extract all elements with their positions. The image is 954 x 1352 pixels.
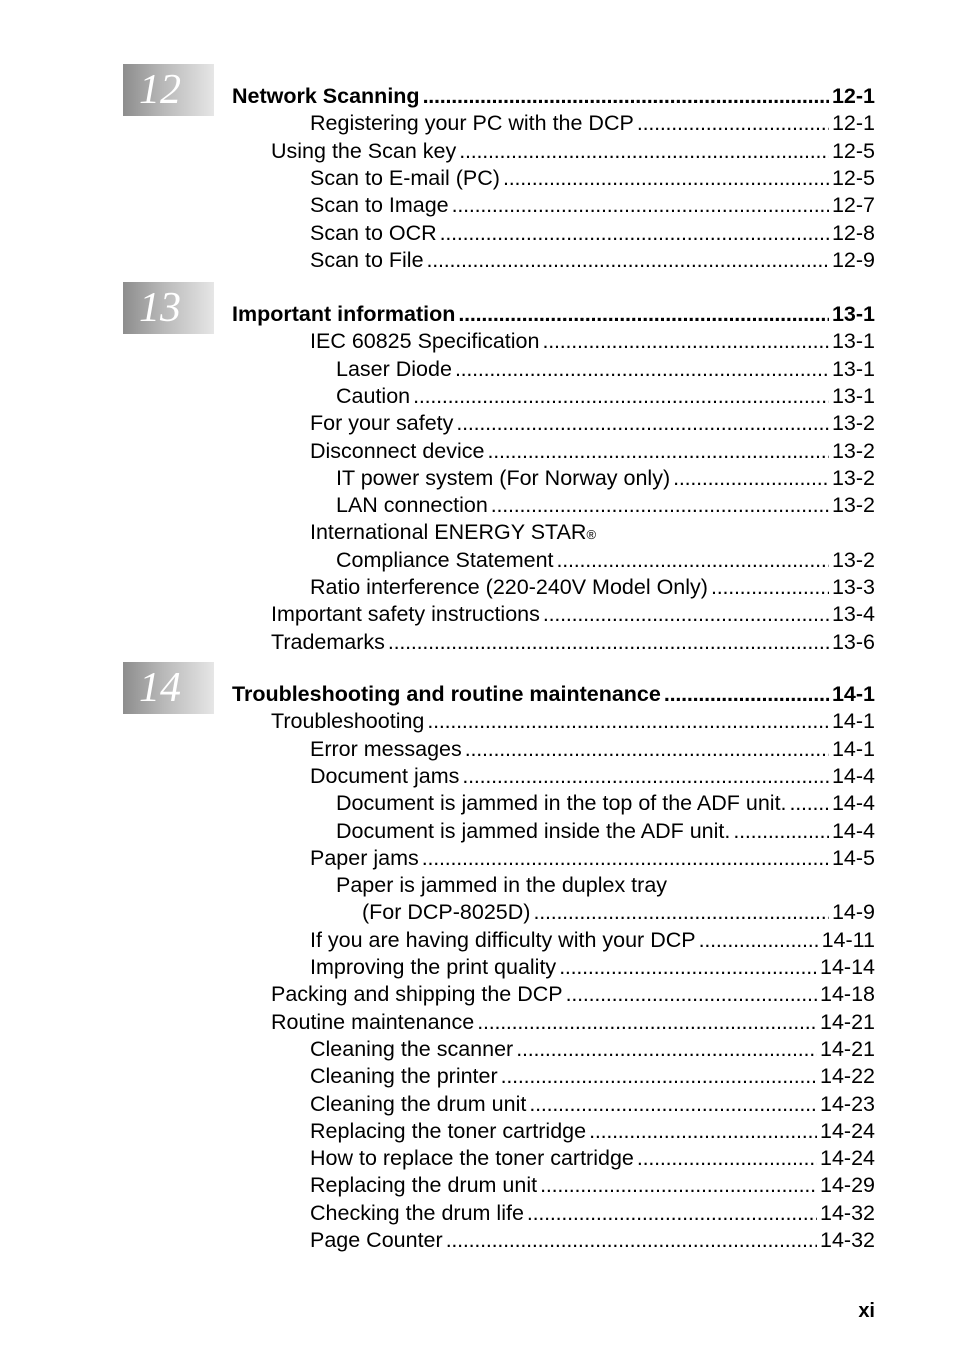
toc-entry-title: For your safety — [310, 411, 454, 435]
toc-entry-page: 13-1 — [831, 384, 875, 408]
toc-entry-page: 13-2 — [831, 548, 875, 572]
dot-leader — [427, 708, 829, 735]
toc-entry[interactable] — [310, 410, 875, 437]
toc-entry-title: Page Counter — [310, 1228, 443, 1252]
toc-entry-page: 12-1 — [831, 84, 875, 108]
toc-entry[interactable]: International ENERGY STAR ® — [310, 520, 597, 544]
toc-entry[interactable] — [310, 845, 875, 872]
toc-entry-title: Disconnect device — [310, 439, 485, 463]
toc-entry-title: Scan to E-mail (PC) — [310, 166, 500, 190]
toc-entry[interactable] — [310, 1091, 875, 1118]
toc-entry-page: 14-22 — [820, 1064, 875, 1088]
toc-entry-title: If you are having difficulty with your DCP — [310, 928, 696, 952]
toc-entry-title: Replacing the drum unit — [310, 1173, 538, 1197]
toc-entry-page: 14-5 — [831, 846, 875, 870]
dot-leader — [533, 899, 829, 926]
toc-entry-page: 14-4 — [831, 791, 875, 815]
dot-leader — [452, 192, 829, 219]
dot-leader — [637, 110, 829, 137]
toc-entry-title: Trademarks — [271, 630, 385, 654]
dot-leader — [422, 845, 829, 872]
toc-entry[interactable] — [336, 356, 875, 383]
toc-entry-title: Cleaning the printer — [310, 1064, 498, 1088]
dot-leader — [542, 328, 828, 355]
dot-leader — [388, 629, 829, 656]
toc-entry-page: 14-4 — [831, 819, 875, 843]
toc-entry-page: 12-8 — [831, 221, 875, 245]
toc-entry[interactable] — [310, 220, 875, 247]
dot-leader — [711, 574, 829, 601]
dot-leader — [413, 383, 829, 410]
toc-entry-title: Important information — [232, 302, 456, 326]
toc-entry-page: 13-2 — [831, 493, 875, 517]
toc-entry-page: 14-1 — [831, 737, 875, 761]
toc-entry-title: Troubleshooting and routine maintenance — [232, 682, 661, 706]
toc-entry-page: 14-14 — [820, 955, 875, 979]
toc-entry[interactable] — [310, 1118, 875, 1145]
toc-entry-page: 13-1 — [831, 302, 875, 326]
toc-entry-page: 13-1 — [831, 329, 875, 353]
toc-entry-title: Checking the drum life — [310, 1201, 524, 1225]
dot-leader — [557, 547, 829, 574]
toc-entry-title: Using the Scan key — [271, 139, 457, 163]
toc-entry-page: 12-1 — [831, 111, 875, 135]
toc-entry-page: 13-2 — [831, 411, 875, 435]
toc-entry-page: 12-9 — [831, 248, 875, 272]
toc-entry-title: Cleaning the scanner — [310, 1037, 514, 1061]
toc-entry[interactable] — [310, 247, 875, 274]
toc-entry[interactable] — [271, 1009, 875, 1036]
toc-entry-title: Laser Diode — [336, 357, 452, 381]
toc-entry-title: Document is jammed inside the ADF unit. — [336, 819, 731, 843]
toc-entry-title: Compliance Statement — [336, 548, 554, 572]
toc-entry[interactable] — [271, 138, 875, 165]
chapter-number-badge — [123, 662, 214, 714]
toc-entry-page: 14-21 — [820, 1037, 875, 1061]
toc-entry-title: IT power system (For Norway only) — [336, 466, 671, 490]
toc-entry[interactable] — [271, 629, 875, 656]
toc-entry-page: 13-2 — [831, 466, 875, 490]
toc-entry-title: Document jams — [310, 764, 460, 788]
toc-entry[interactable] — [310, 763, 875, 790]
toc-entry-title: Improving the print quality — [310, 955, 557, 979]
dot-leader — [790, 790, 829, 817]
dot-leader — [589, 1118, 817, 1145]
dot-leader — [446, 1227, 817, 1254]
toc-entry-title: Ratio interference (220-240V Model Only) — [310, 575, 708, 599]
dot-leader — [637, 1145, 817, 1172]
toc-entry-page: 14-32 — [820, 1201, 875, 1225]
toc-entry-title: Paper is jammed in the duplex tray — [336, 873, 668, 897]
dot-leader — [673, 465, 829, 492]
toc-entry[interactable] — [310, 1145, 875, 1172]
chapter-number-badge — [123, 282, 214, 334]
toc-entry-title: Registering your PC with the DCP — [310, 111, 634, 135]
toc-entry[interactable] — [271, 708, 875, 735]
toc-entry-page: 13-6 — [831, 630, 875, 654]
dot-leader — [458, 301, 829, 328]
toc-entry-title: Error messages — [310, 737, 462, 761]
toc-entry[interactable] — [310, 328, 875, 355]
dot-leader — [527, 1200, 817, 1227]
chapter-number: 13 — [139, 285, 181, 331]
toc-entry-title: Routine maintenance — [271, 1010, 475, 1034]
chapter-number-badge — [123, 64, 214, 116]
toc-entry[interactable] — [310, 165, 875, 192]
toc-entry[interactable] — [310, 192, 875, 219]
toc-entry-page: 14-18 — [820, 982, 875, 1006]
toc-entry-title: Cleaning the drum unit — [310, 1092, 527, 1116]
dot-leader — [559, 954, 817, 981]
toc-entry-title: Packing and shipping the DCP — [271, 982, 563, 1006]
toc-entry[interactable] — [310, 1200, 875, 1227]
toc-entry[interactable] — [336, 465, 875, 492]
dot-leader — [699, 927, 819, 954]
dot-leader — [456, 410, 829, 437]
toc-entry-page: 14-24 — [820, 1119, 875, 1143]
toc-entry-page: 12-7 — [831, 193, 875, 217]
toc-entry-page: 13-4 — [831, 602, 875, 626]
toc-entry-title: Replacing the toner cartridge — [310, 1119, 587, 1143]
toc-entry-title: LAN connection — [336, 493, 488, 517]
toc-entry-page: 14-1 — [831, 682, 875, 706]
toc-entry-title: Scan to Image — [310, 193, 449, 217]
toc-entry[interactable] — [336, 872, 667, 899]
toc-entry[interactable] — [336, 547, 875, 574]
toc-entry-page: 14-4 — [831, 764, 875, 788]
toc-entry-page: 14-9 — [831, 900, 875, 924]
dot-leader — [477, 1009, 817, 1036]
toc-entry[interactable] — [336, 790, 875, 817]
chapter-number: 12 — [139, 67, 181, 113]
toc-entry-page: 14-24 — [820, 1146, 875, 1170]
dot-leader — [664, 681, 829, 708]
toc-entry-title: Important safety instructions — [271, 602, 540, 626]
dot-leader — [516, 1036, 817, 1063]
toc-entry[interactable] — [310, 927, 875, 954]
toc-entry[interactable] — [310, 1172, 875, 1199]
toc-entry[interactable] — [310, 954, 875, 981]
toc-entry-title: International ENERGY STAR — [310, 520, 587, 544]
toc-entry[interactable] — [310, 110, 875, 137]
toc-entry-title: How to replace the toner cartridge — [310, 1146, 634, 1170]
page-number: xi — [858, 1300, 875, 1322]
toc-entry[interactable] — [310, 1036, 875, 1063]
toc-entry-title: IEC 60825 Specification — [310, 329, 540, 353]
dot-leader — [462, 763, 829, 790]
dot-leader — [501, 1063, 817, 1090]
dot-leader — [503, 165, 829, 192]
toc-entry[interactable] — [310, 736, 875, 763]
toc-entry-title: Paper jams — [310, 846, 419, 870]
dot-leader — [566, 981, 817, 1008]
dot-leader — [540, 1172, 817, 1199]
toc-entry[interactable] — [336, 492, 875, 519]
dot-leader — [529, 1091, 817, 1118]
toc-entry-title: Scan to File — [310, 248, 424, 272]
toc-entry[interactable] — [310, 1227, 875, 1254]
dot-leader — [427, 247, 829, 274]
toc-entry-title: Scan to OCR — [310, 221, 437, 245]
toc-entry-title: Troubleshooting — [271, 709, 425, 733]
dot-leader — [465, 736, 829, 763]
toc-entry-title: Caution — [336, 384, 411, 408]
toc-entry-page: 14-11 — [821, 928, 875, 952]
toc-entry[interactable] — [362, 899, 875, 926]
toc-entry-title: (For DCP-8025D) — [362, 900, 531, 924]
toc-entry-page: 14-23 — [820, 1092, 875, 1116]
dot-leader — [440, 220, 829, 247]
toc-entry-page: 12-5 — [831, 139, 875, 163]
toc-entry[interactable] — [310, 574, 875, 601]
toc-entry[interactable] — [336, 818, 875, 845]
dot-leader — [487, 438, 828, 465]
toc-entry[interactable] — [271, 601, 875, 628]
toc-entry[interactable] — [310, 1063, 875, 1090]
toc-chapter-heading[interactable] — [232, 301, 875, 328]
toc-entry-title: Network Scanning — [232, 84, 420, 108]
toc-entry-page: 14-21 — [820, 1010, 875, 1034]
toc-entry-page: 14-32 — [820, 1228, 875, 1252]
dot-leader — [543, 601, 829, 628]
toc-entry-page: 14-29 — [820, 1173, 875, 1197]
dot-leader — [491, 492, 829, 519]
dot-leader — [455, 356, 829, 383]
toc-entry-page: 14-1 — [831, 709, 875, 733]
toc-entry-title: Document is jammed in the top of the ADF unit. — [336, 791, 787, 815]
toc-chapter-heading[interactable] — [232, 83, 875, 110]
toc-entry[interactable] — [271, 981, 875, 1008]
toc-entry-page: 13-1 — [831, 357, 875, 381]
dot-leader — [423, 83, 829, 110]
toc-entry-page: 13-2 — [831, 439, 875, 463]
toc-entry[interactable] — [336, 383, 875, 410]
dot-leader — [459, 138, 829, 165]
dot-leader — [733, 818, 829, 845]
toc-entry[interactable] — [310, 438, 875, 465]
chapter-number: 14 — [139, 665, 181, 711]
toc-entry-page: 12-5 — [831, 166, 875, 190]
toc-chapter-heading[interactable] — [232, 681, 875, 708]
toc-entry-page: 13-3 — [831, 575, 875, 599]
